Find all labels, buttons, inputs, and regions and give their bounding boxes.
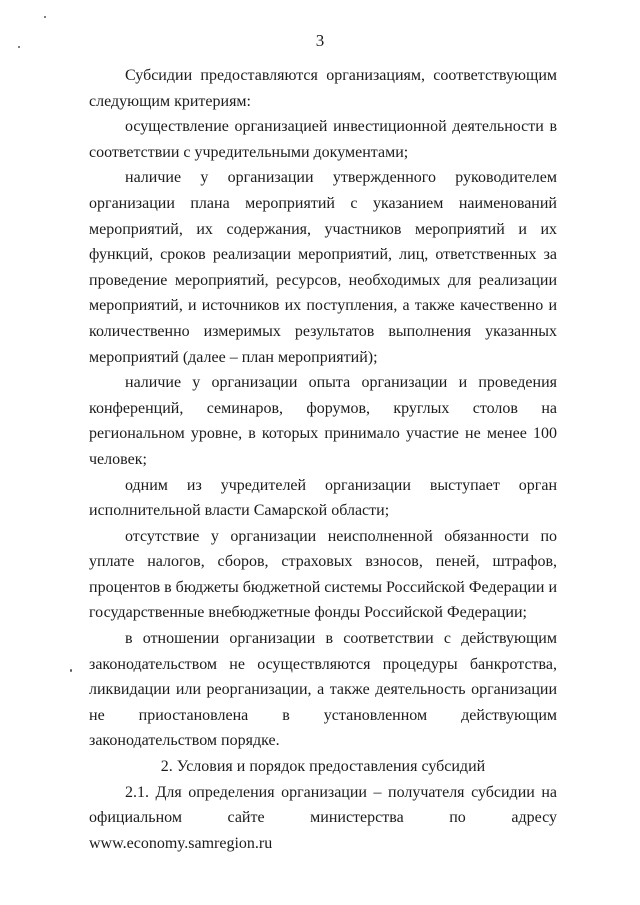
paragraph-criterion-no-debts: отсутствие у организации неисполненной обязанности по уплате налогов, сборов, страховых взносов, пеней, штрафов, процентов в бюджеты бюджетной системы Российской Федерации и государственные внебюджетные фонды Российской Федерации; bbox=[89, 527, 557, 622]
page-number: 3 bbox=[315, 31, 325, 50]
document-body bbox=[89, 63, 557, 856]
paragraph-2-1: 2.1. Для определения организации – получателя субсидии на официальном сайте министерства по адресу www.economy.samregion.ru bbox=[89, 783, 557, 852]
paragraph-criterion-founder: одним из учредителей организации выступает орган исполнительной власти Самарской области; bbox=[89, 476, 557, 520]
paragraph-criterion-no-bankruptcy: в отношении организации в соответствии с действующим законодательством не осуществляются процедуры банкротства, ликвидации или реорганизации, а также деятельность организации не приостановлена в установленном действующим законодательством порядке. bbox=[89, 630, 557, 750]
section-heading: 2. Условия и порядок предоставления субсидий bbox=[160, 758, 486, 776]
scan-speck bbox=[70, 669, 72, 672]
paragraph-criterion-experience: наличие у организации опыта организации и проведения конференций, семинаров, форумов, круглых столов на региональном уровне, в которых принимало участие не менее 100 человек; bbox=[89, 374, 557, 468]
paragraph-criterion-investment: осуществление организацией инвестиционной деятельности в соответствии с учредительными документами; bbox=[89, 118, 557, 161]
paragraph-intro: Субсидии предоставляются организациям, соответствующим следующим критериям: bbox=[89, 67, 557, 110]
paragraph-criterion-plan: наличие у организации утвержденного руководителем организации плана мероприятий с указанием наименований мероприятий, их содержания, участников мероприятий и их функций, сроков реализации мероприятий, лиц, ответственных за проведение мероприятий, ресурсов, необходимых для реализации мероприятий, и источников их поступления, а также качественно и количественно измеримых результатов выполнения указанных мероприятий (далее – план мероприятий); bbox=[89, 169, 557, 366]
scan-speck bbox=[44, 16, 46, 18]
